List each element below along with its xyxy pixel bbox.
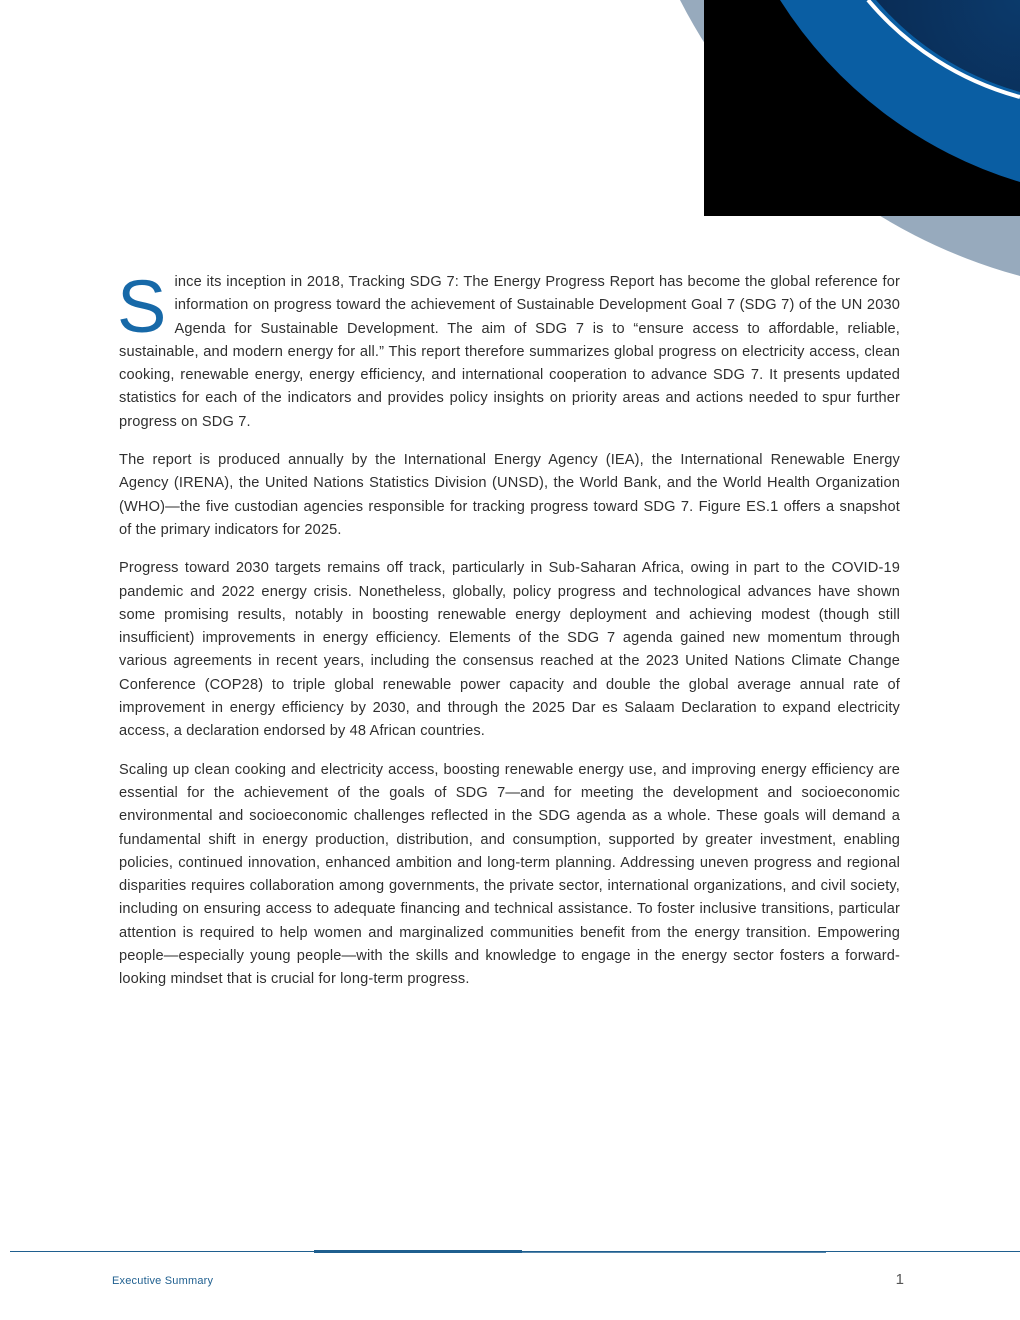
- paragraph-2: The report is produced annually by the International Energy Agency (IEA), the International Renewable Energy Agency (IRENA), the United Nations Statistics Division (UNSD), the World Bank, and the World Health Organization (WHO)—the five custodian agencies responsible for tracking progress toward SDG 7. Figure ES.1 offers a snapshot of the primary indicators for 2025.: [119, 452, 900, 538]
- paragraph-4: Scaling up clean cooking and electricity access, boosting renewable energy use, and improving energy efficiency are essential for the achievement of the goals of SDG 7—and for meeting the development and socioeconomic environmental and socioeconomic challenges reflected in the SDG agenda as a whole. These goals will demand a fundamental shift in energy production, distribution, and consumption, supported by greater investment, enabling policies, continued innovation, enhanced ambition and long-term planning. Addressing uneven progress and regional disparities requires collaboration among governments, the private sector, international organizations, and civil society, including on ensuring access to adequate financing and technical assistance. To foster inclusive transitions, particular attention is required to help women and marginalized communities benefit from the energy transition. Empowering people—especially young people—with the skills and knowledge to engage in the energy sector fosters a forward-looking mindset that is crucial for long-term progress.: [119, 761, 900, 988]
- paragraph-3: Progress toward 2030 targets remains off track, particularly in Sub-Saharan Africa, owing in part to the COVID-19 pandemic and 2022 energy crisis. Nonetheless, globally, policy progress and technological advances have shown some promising results, notably in boosting renewable energy deployment and achieving modest (though still insufficient) improvements in energy efficiency. Elements of the SDG 7 agenda gained new momentum through various agreements in recent years, including the consensus reached at the 2023 United Nations Climate Change Conference (COP28) to triple global renewable power capacity and double the global average annual rate of improvement in energy efficiency by 2030, and through the 2025 Dar es Salaam Declaration to expand electricity access, a declaration endorsed by 48 African countries.: [119, 560, 900, 740]
- drop-cap: S: [117, 265, 167, 348]
- paragraph-1-text: ince its inception in 2018, Tracking SDG 7: The Energy Progress Report has become the global reference for information on progress toward the achievement of Sustainable Development Goal 7 (SDG 7) of the UN 2030 Agenda for Sustainable Development. The aim of SDG 7 is to “ensure access to affordable, reliable, sustainable, and modern energy for all.” This report therefore summarizes global progress on electricity access, clean cooking, renewable energy, energy efficiency, and international cooperation to advance SDG 7. It presents updated statistics for each of the indicators and provides policy insights on priority areas and actions needed to spur further progress on SDG 7.: [119, 274, 900, 430]
- footer-divider: [10, 1250, 1020, 1256]
- paragraph-1: [117, 265, 900, 434]
- executive-summary-body: [117, 265, 900, 1007]
- footer-section-label: Executive Summary: [112, 1275, 214, 1287]
- decorative-corner-graphic: [0, 0, 1020, 290]
- page-number: 1: [895, 1271, 904, 1288]
